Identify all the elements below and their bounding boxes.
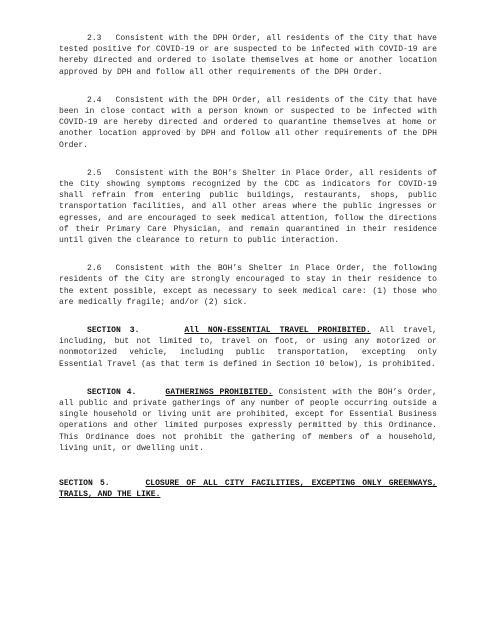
section-heading: All NON-ESSENTIAL TRAVEL PROHIBITED. <box>184 326 371 336</box>
section-4 <box>59 387 437 454</box>
section-heading: CLOSURE OF ALL CITY FACILITIES, EXCEPTING ONLY GREENWAYS, TRAILS, AND THE LIKE. <box>59 479 437 500</box>
paragraph-2-4 <box>59 95 437 151</box>
paragraph-number: 2.6 <box>87 264 102 274</box>
paragraph-text: Consistent with the DPH Order, all residents of the City that have tested positive for COVID-19 or are suspected to be infected with COVID-19 are hereby directed and ordered to isolate themselves at home or another location approved by DPH and follow all other requirements of the DPH Order. <box>59 34 437 77</box>
document-page <box>59 33 437 501</box>
paragraph-number: 2.4 <box>87 95 102 105</box>
section-text: Consistent with the BOH’s Order, all public and private gatherings of any number of people occurring outside a single household or living unit are prohibited, except for Essential Business operations and other limited purposes expressly permitted by this Ordinance. This Ordinance does not prohibit the gathering of members of a household, living unit, or dwelling unit. <box>59 387 437 453</box>
section-label: SECTION 3. <box>87 326 140 336</box>
paragraph-2-5 <box>59 168 437 246</box>
section-label: SECTION 5. <box>59 479 110 489</box>
section-5 <box>59 478 437 500</box>
section-3 <box>59 325 437 370</box>
paragraph-number: 2.3 <box>87 34 102 43</box>
paragraph-text: Consistent with the DPH Order, all residents of the City that have been in close contact with a person known or suspected to be infected with COVID-19 are hereby directed and ordered to quarantine themselves at home or another location approved by DPH and follow all other requirements of the DPH Order. <box>59 95 437 150</box>
paragraph-2-6 <box>59 263 437 308</box>
paragraph-number: 2.5 <box>87 168 102 178</box>
paragraph-2-3 <box>59 33 437 78</box>
section-heading: GATHERINGS PROHIBITED. <box>165 387 273 397</box>
section-label: SECTION 4. <box>87 387 137 397</box>
paragraph-text: Consistent with the BOH’s Shelter in Place Order, the following residents of the City are strongly encouraged to stay in their residence to the extent possible, except as necessary to seek medical care: (1) those who are medically fragile; and/or (2) sick. <box>59 264 437 307</box>
section-text: All travel, including, but not limited to, travel on foot, or using any motorized or nonmotorized vehicle, including public transportation, excepting only Essential Travel (as that term is defined in Section 10 below), is prohibited. <box>59 326 437 369</box>
paragraph-text: Consistent with the BOH’s Shelter in Place Order, all residents of the City showing symptoms recognized by the CDC as indicators for COVID-19 shall refrain from entering public buildings, restaurants, shops, public transportation facilities, and all other areas where the public ingresses or egresses, and are encouraged to seek medical attention, follow the directions of their Primary Care Physician, and remain quarantined in their residence until given the clearance to return to public interaction. <box>59 168 437 246</box>
